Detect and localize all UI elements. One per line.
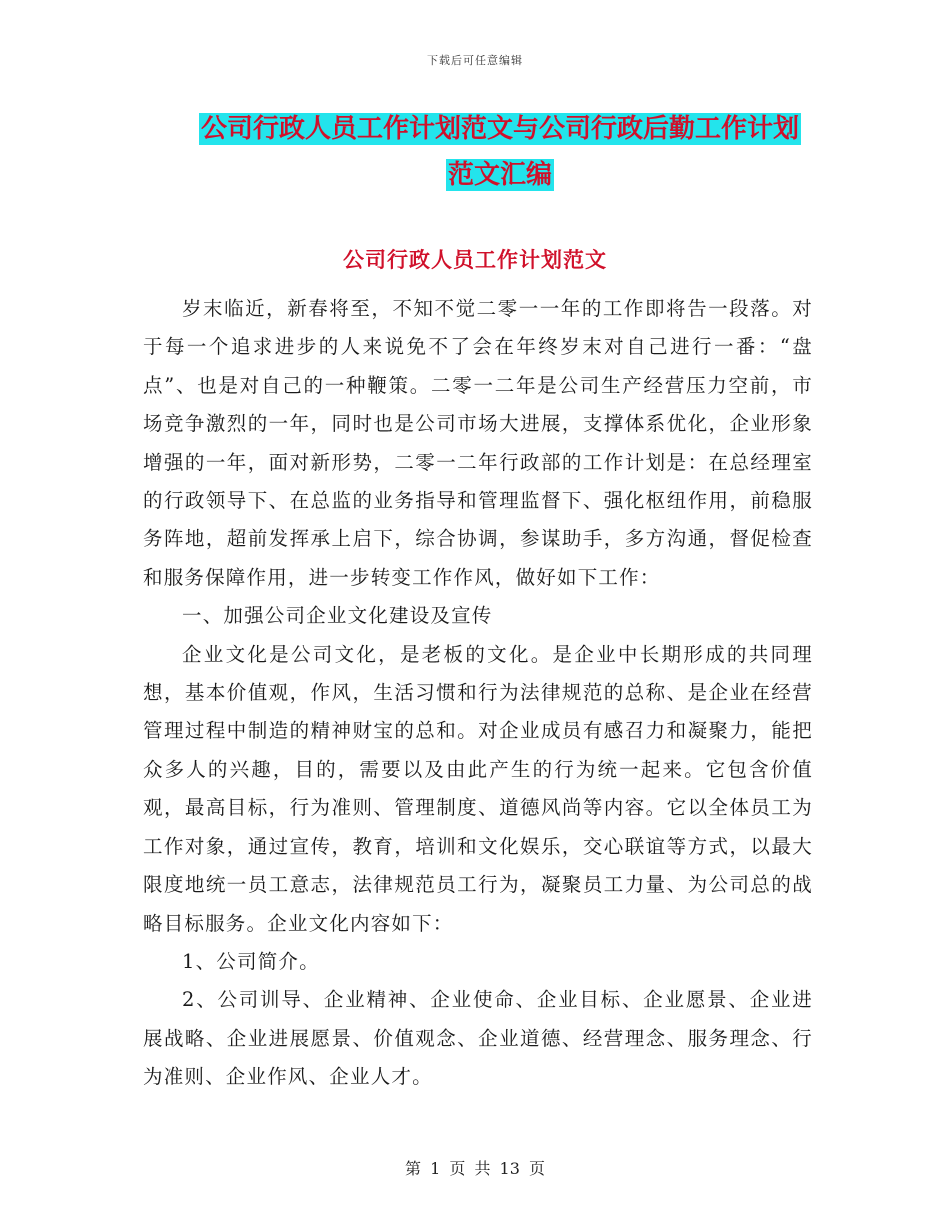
page-header-note: 下载后可任意编辑	[427, 54, 523, 67]
paragraph-item-2: 2、公司训导、企业精神、企业使命、企业目标、企业愿景、企业进展战略、企业进展愿景、价值观念、企业道德、经营理念、服务理念、行为准则、企业作风、企业人才。	[143, 988, 813, 1089]
paragraph-intro: 岁末临近，新春将至，不知不觉二零一一年的工作即将告一段落。对于每一个追求进步的人来说免不了会在年终岁末对自己进行一番：“盘点”、也是对自己的一种鞭策。二零一二年是公司生产经营压力空前，市场竞争激烈的一年，同时也是公司市场大进展，支撑体系优化，企业形象增强的一年，面对新形势，二零一二年行政部的工作计划是：在总经理室的行政领导下、在总监的业务指导和管理监督下、强化枢纽作用，前稳服务阵地，超前发挥承上启下，综合协调，参谋助手，多方沟通，督促检查和服务保障作用，进一步转变工作作风，做好如下工作：	[143, 297, 813, 589]
paragraph-item-1: 1、公司简介。	[182, 949, 320, 973]
document-title-text: 公司行政人员工作计划范文与公司行政后勤工作计划范文汇编	[200, 114, 799, 190]
paragraph-culture: 企业文化是公司文化，是老板的文化。是企业中长期形成的共同理想，基本价值观，作风，生活习惯和行为法律规范的总称、是企业在经营管理过程中制造的精神财宝的总和。对企业成员有感召力和凝聚力，能把众多人的兴趣，目的，需要以及由此产生的行为统一起来。它包含价值观，最高目标，行为准则、管理制度、道德风尚等内容。它以全体员工为工作对象，通过宣传，教育，培训和文化娱乐，交心联谊等方式，以最大限度地统一员工意志，法律规范员工行为，凝聚员工力量、为公司总的战略目标服务。企业文化内容如下：	[143, 642, 813, 935]
section-title: 公司行政人员工作计划范文	[343, 247, 607, 272]
document-title	[190, 106, 810, 198]
paragraph-heading-culture: 一、加强公司企业文化建设及宣传	[182, 604, 493, 628]
page-number: 第 1 页 共 13 页	[405, 1159, 545, 1178]
document-body	[143, 290, 813, 1097]
